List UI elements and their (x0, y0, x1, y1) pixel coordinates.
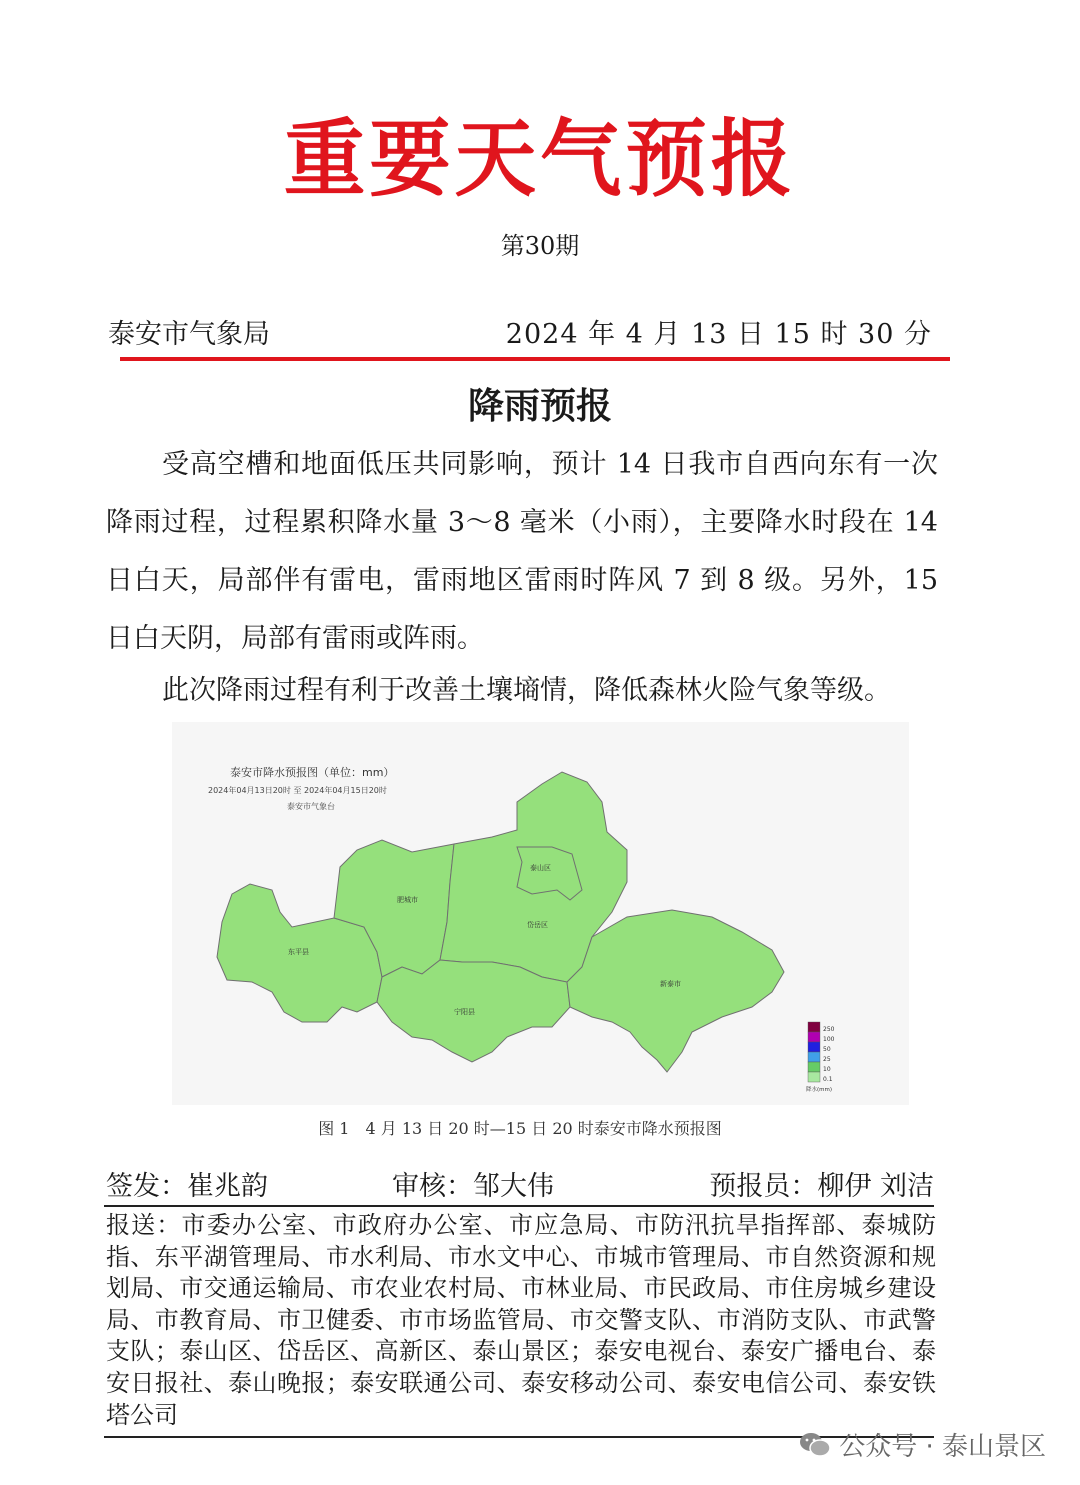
legend-value: 0.1 (823, 1076, 833, 1083)
red-divider (120, 357, 950, 361)
map-period: 2024年04月13日20时 至 2024年04月15日20时 (208, 786, 387, 795)
precipitation-map (172, 722, 909, 1105)
map-title: 泰安市降水预报图（单位：mm） (230, 766, 395, 779)
legend-swatch (808, 1022, 820, 1032)
map-agency: 泰安市气象台 (287, 802, 335, 811)
issuing-agency: 泰安市气象局 (108, 319, 270, 350)
signature-row (106, 1164, 934, 1202)
document-title: 重要天气预报 (283, 110, 797, 208)
figure-caption: 图 1 4 月 13 日 20 时—15 日 20 时泰安市降水预报图 (318, 1119, 722, 1138)
impact-paragraph: 此次降雨过程有利于改善土壤墒情，降低森林火险气象等级。 (162, 675, 891, 706)
legend-value: 25 (823, 1056, 831, 1063)
district-xintai (567, 910, 784, 1072)
legend-swatch (808, 1072, 820, 1082)
precipitation-legend (806, 1022, 835, 1093)
watermark-text: 公众号 · 泰山景区 (839, 1432, 1046, 1462)
district-label: 岱岳区 (527, 921, 548, 929)
taian-region-map (217, 772, 784, 1072)
legend-value: 250 (823, 1026, 835, 1033)
issuer-signature: 签发：崔兆韵 (106, 1171, 268, 1202)
legend-value: 10 (823, 1066, 831, 1073)
reviewer-signature: 审核：邹大伟 (392, 1171, 554, 1202)
distribution-list: 报送：市委办公室、市政府办公室、市应急局、市防汛抗旱指挥部、泰城防指、东平湖管理局、市水利局、市水文中心、市城市管理局、市自然资源和规划局、市交通运输局、市农业农村局、市林业局、市民政局、市住房城乡建设局、市教育局、市卫健委、市市场监管局、市交警支队、市消防支队、市武警支队；泰山区、岱岳区、高新区、泰山景区；泰安电视台、泰安广播电台、泰安日报社、泰山晚报；泰安联通公司、泰安移动公司、泰安电信公司、泰安铁塔公司 (106, 1211, 936, 1429)
legend-value: 50 (823, 1046, 831, 1053)
forecaster-signature: 预报员：柳伊 刘洁 (709, 1171, 934, 1202)
issue-datetime: 2024 年 4 月 13 日 15 时 30 分 (505, 319, 932, 350)
signature-divider (104, 1205, 934, 1207)
district-label: 肥城市 (397, 896, 418, 904)
legend-swatch (808, 1062, 820, 1072)
section-title: 降雨预报 (467, 386, 612, 427)
district-label: 东平县 (288, 948, 309, 956)
legend-swatch (808, 1042, 820, 1052)
legend-swatch (808, 1052, 820, 1062)
district-label: 新泰市 (660, 980, 681, 988)
district-label: 泰山区 (530, 864, 551, 872)
wechat-watermark (799, 1426, 1046, 1463)
forecast-paragraph: 受高空槽和地面低压共同影响，预计 14 日我市自西向东有一次降雨过程，过程累积降水量 3～8 毫米（小雨），主要降水时段在 14 日白天，局部伴有雷电，雷雨地区雷雨时阵风 7 到 8 级。另外，15 日白天阴，局部有雷雨或阵雨。 (106, 449, 938, 654)
legend-swatch (808, 1032, 820, 1042)
issue-number: 第30期 (500, 232, 580, 260)
district-label: 宁阳县 (454, 1008, 475, 1016)
legend-caption: 降水(mm) (806, 1087, 833, 1093)
wechat-icon (799, 1431, 831, 1459)
legend-value: 100 (823, 1036, 835, 1043)
